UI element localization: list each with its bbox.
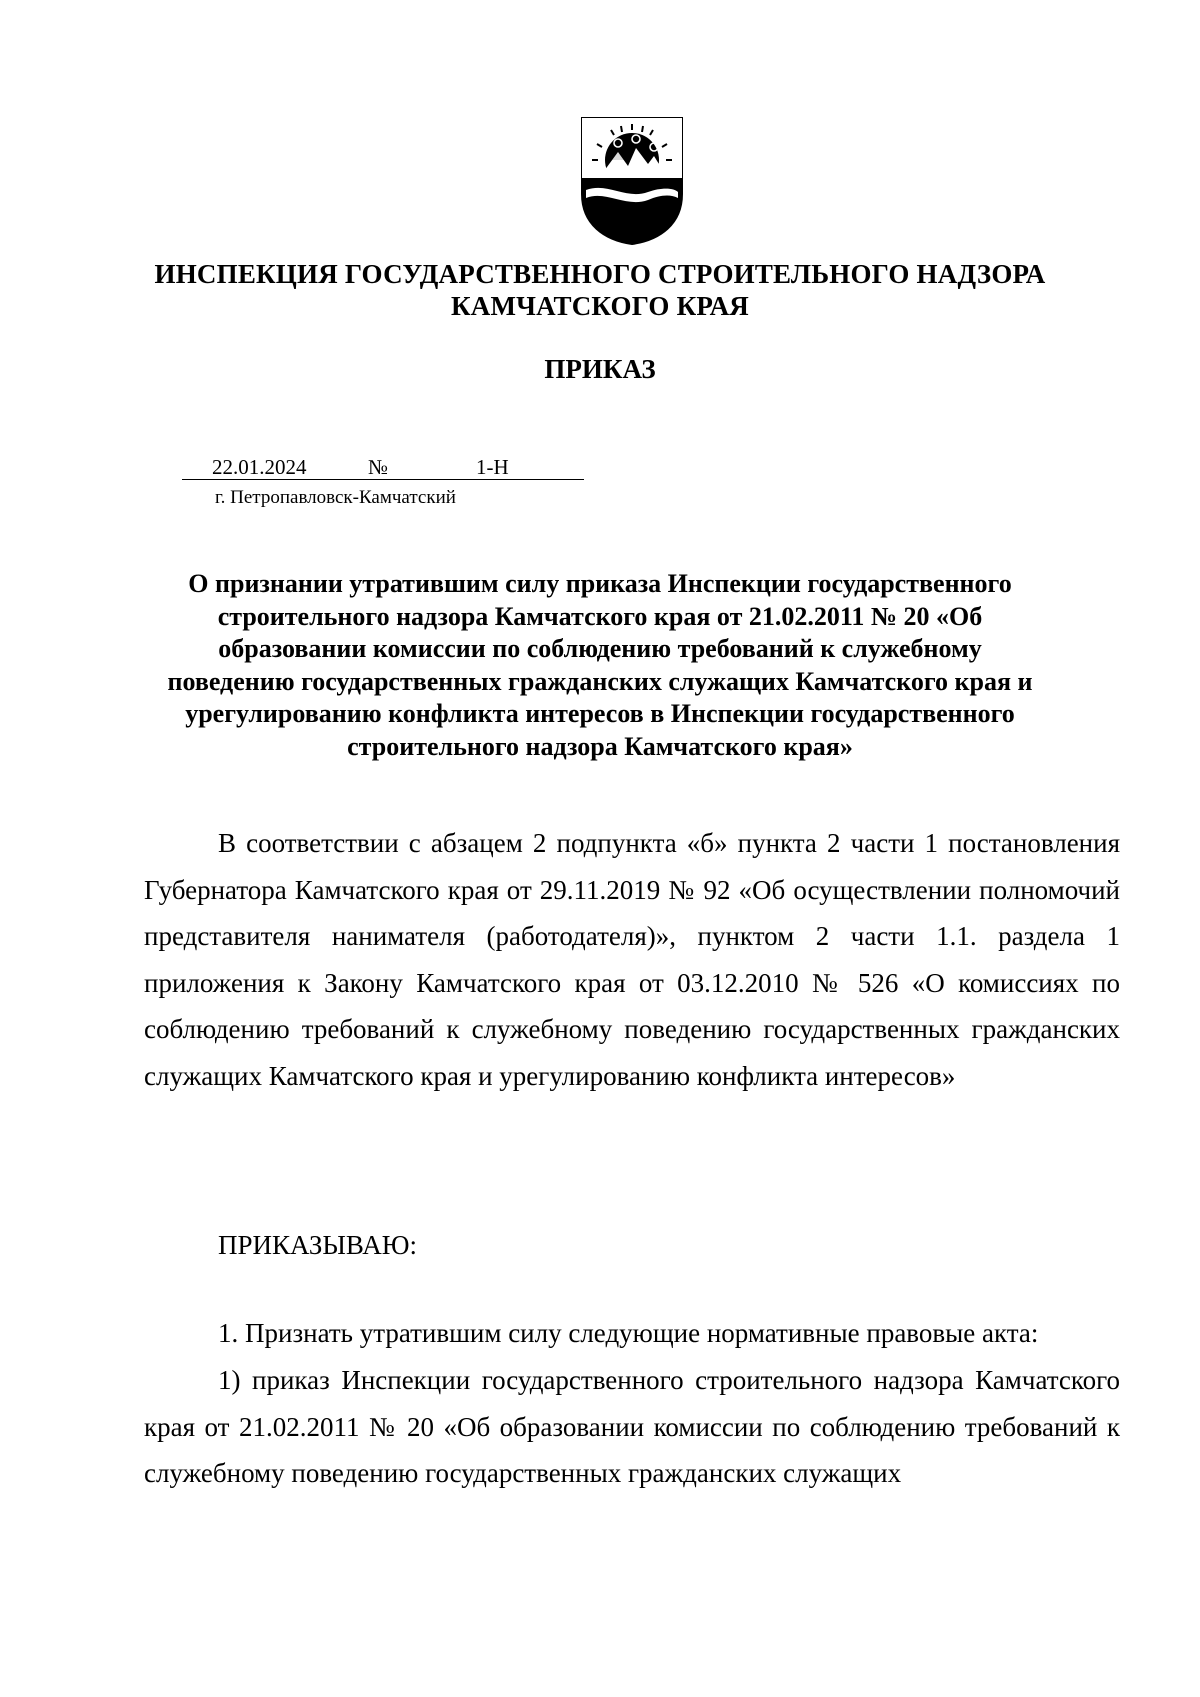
organization-title-line-2: КАМЧАТСКОГО КРАЯ	[451, 291, 749, 321]
document-number: 1-Н	[476, 455, 509, 479]
order-directive: ПРИКАЗЫВАЮ:	[218, 1230, 417, 1260]
subject-line: строительного надзора Камчатского края»	[347, 731, 853, 761]
document-date: 22.01.2024	[212, 455, 307, 479]
subject-line: образовании комиссии по соблюдению требований к служебному	[218, 634, 982, 663]
kamchatka-coat-of-arms-icon	[578, 116, 686, 246]
order-subitem-1: 1) приказ Инспекции государственного строительного надзора Камчатского края от 21.02.2011 № 20 «Об образовании комиссии по соблюдению требований к служебному поведению государственных гражданских служащих	[144, 1365, 1120, 1488]
subject-line: поведению государственных гражданских служащих Камчатского края и	[167, 666, 1033, 696]
number-sign: №	[368, 455, 389, 479]
document-city: г. Петропавловск-Камчатский	[215, 487, 456, 508]
organization-title-line-1: ИНСПЕКЦИЯ ГОСУДАРСТВЕННОГО СТРОИТЕЛЬНОГО НАДЗОРА	[154, 259, 1046, 289]
document-date-number-line	[182, 455, 584, 483]
order-item-1: 1. Признать утратившим силу следующие нормативные правовые акта:	[218, 1318, 1039, 1348]
underline-rule	[182, 479, 584, 480]
subject-line: О признании утратившим силу приказа Инспекции государственного	[188, 569, 1012, 598]
preamble-paragraph: В соответствии с абзацем 2 подпункта «б» пункта 2 части 1 постановления Губернатора Камчатского края от 29.11.2019 № 92 «Об осуществлении полномочий представителя нанимателя (работодателя)», пунктом 2 части 1.1. раздела 1 приложения к Закону Камчатского края от 03.12.2010 № 526 «О комиссиях по соблюдению требований к служебному поведению государственных гражданских служащих Камчатского края и урегулированию конфликта интересов»	[144, 828, 1120, 1091]
document-subject-heading	[140, 568, 1060, 763]
subject-line: строительного надзора Камчатского края от 21.02.2011 № 20 «Об	[217, 601, 983, 631]
document-type-title: ПРИКАЗ	[544, 354, 656, 384]
subject-line: урегулированию конфликта интересов в Инспекции государственного	[185, 699, 1015, 728]
organization-title	[100, 258, 1100, 322]
